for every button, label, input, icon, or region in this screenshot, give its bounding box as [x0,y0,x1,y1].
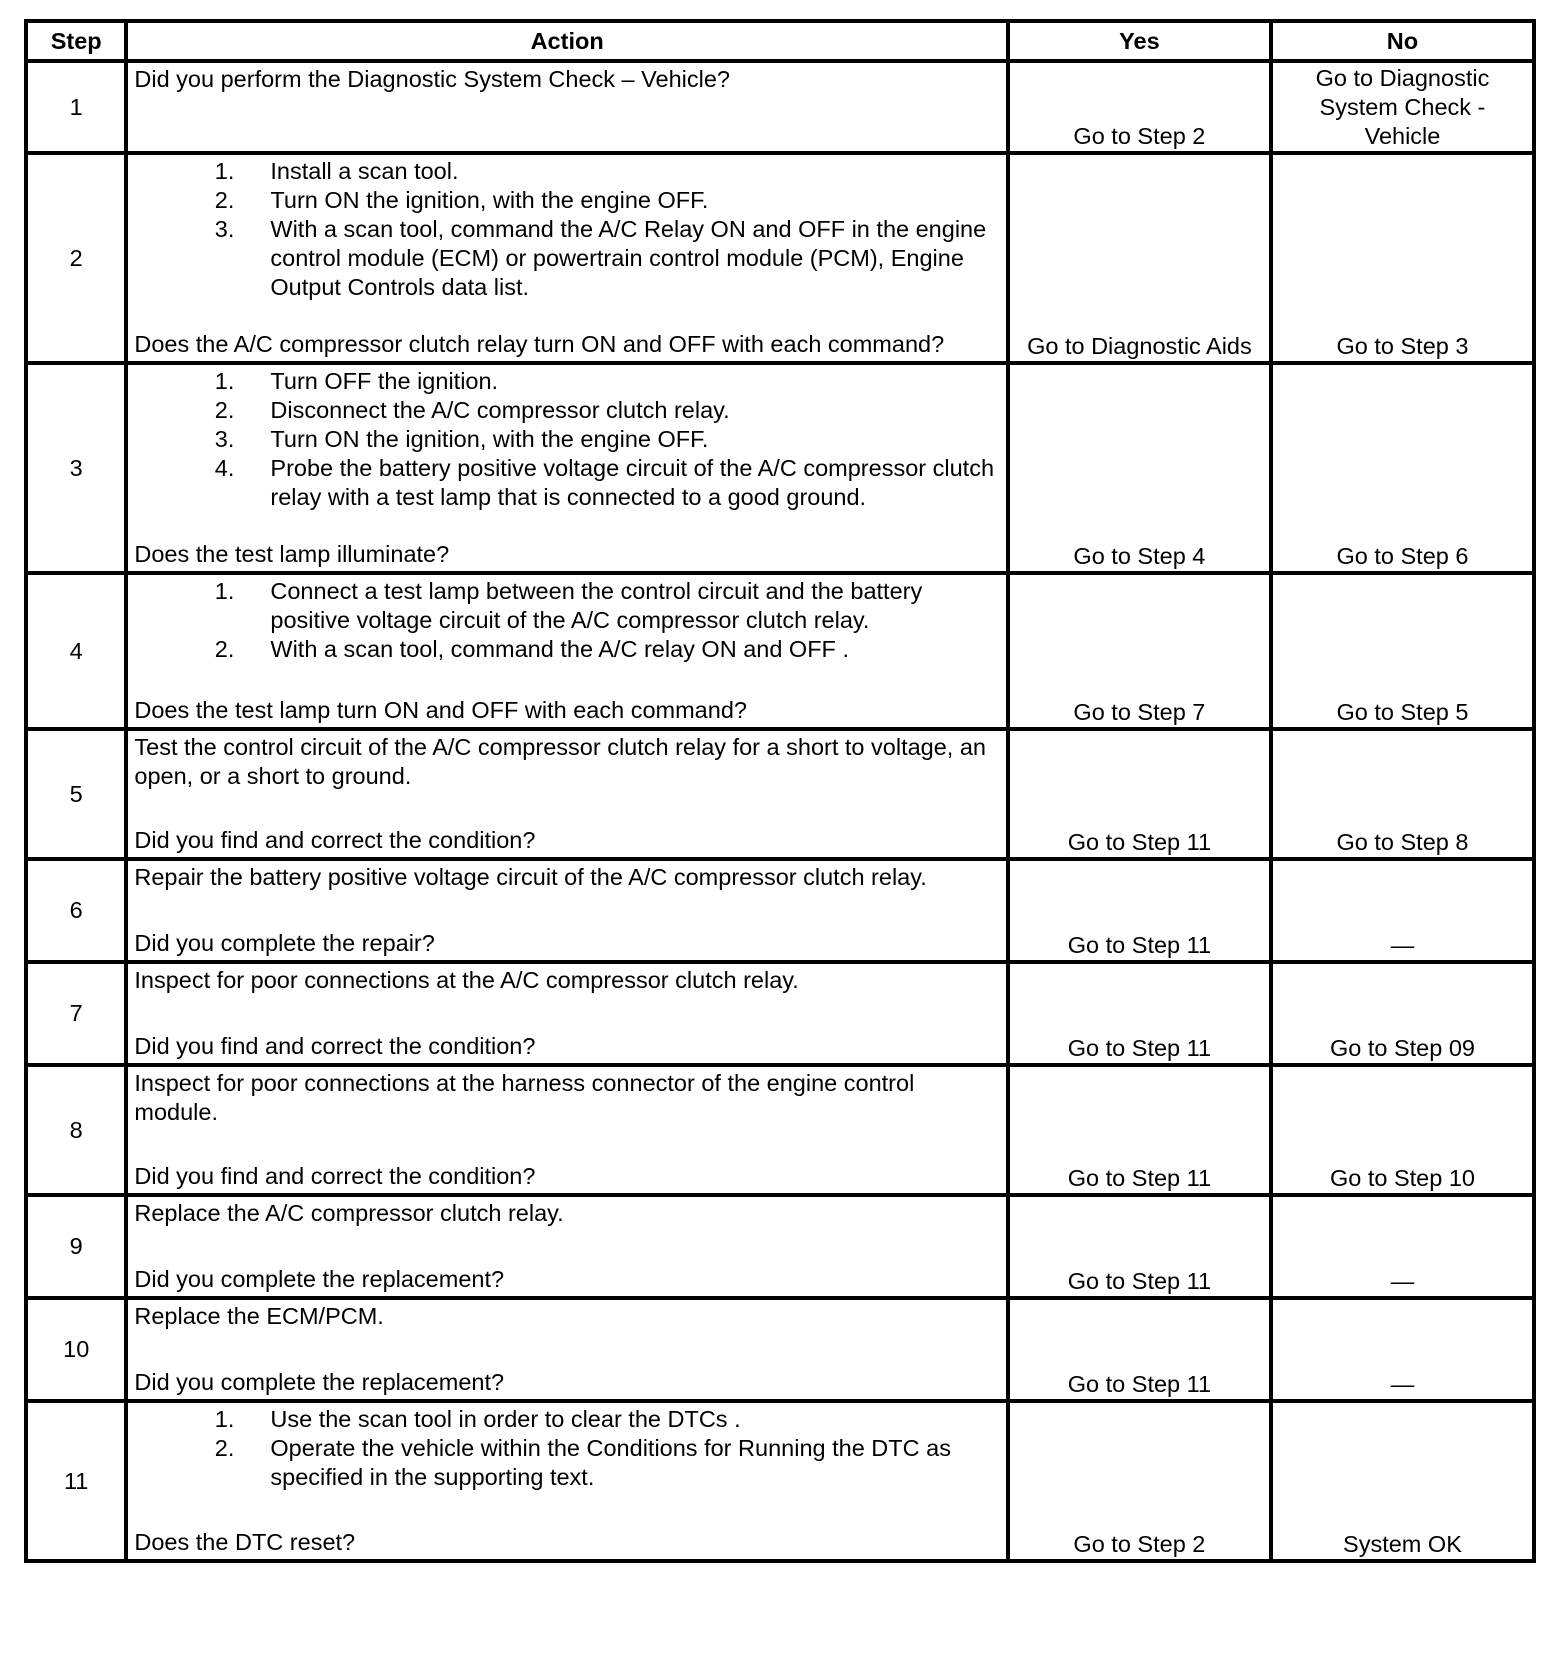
step-number: 8 [26,1065,126,1195]
procedure-item [134,425,1000,454]
procedure-item-text: Operate the vehicle within the Conditions for Running the DTC as specified in the supporting text. [270,1435,951,1490]
procedure-item-number: 2. [214,187,235,213]
table-row [26,363,1534,573]
step-number: 3 [26,363,126,573]
procedure-item [134,367,1000,396]
procedure-item [134,215,1000,302]
no-result: — [1271,1298,1534,1401]
action-question: Does the DTC reset? [134,1529,356,1555]
no-result: Go to Step 6 [1271,363,1534,573]
action-question: Does the test lamp turn ON and OFF with each command? [134,697,747,723]
yes-result: Go to Step 7 [1008,573,1271,729]
yes-result: Go to Step 11 [1008,962,1271,1065]
header-yes: Yes [1008,21,1271,61]
diagnostic-table [24,19,1536,1563]
action-instruction: Repair the battery positive voltage circuit of the A/C compressor clutch relay. [134,864,927,890]
yes-result: Go to Step 2 [1008,61,1271,153]
action-instruction: Inspect for poor connections at the A/C compressor clutch relay. [134,967,799,993]
header-no: No [1271,21,1534,61]
action-cell [126,1298,1008,1401]
action-question: Did you complete the repair? [134,930,435,956]
procedure-item-text: With a scan tool, command the A/C Relay ON and OFF in the engine control module (ECM) or powertrain control module (PCM), Engine Output Controls data list. [270,216,987,300]
no-result: Go to Step 5 [1271,573,1534,729]
yes-result: Go to Step 11 [1008,729,1271,859]
step-number: 11 [26,1401,126,1561]
step-number: 10 [26,1298,126,1401]
action-instruction: Test the control circuit of the A/C compressor clutch relay for a short to voltage, an open, or a short to ground. [134,734,987,789]
header-row [26,21,1534,61]
table-row [26,1401,1534,1561]
table-row [26,859,1534,962]
procedure-list [134,1405,1000,1492]
procedure-item-number: 4. [214,455,235,481]
action-cell [126,573,1008,729]
action-cell [126,153,1008,363]
procedure-item-number: 2. [214,636,235,662]
procedure-item [134,1405,1000,1434]
no-result: Go to Step 10 [1271,1065,1534,1195]
table-row [26,153,1534,363]
procedure-item-text: Turn ON the ignition, with the engine OFF. [270,426,709,452]
action-instruction: Inspect for poor connections at the harness connector of the engine control module. [134,1070,915,1125]
procedure-item-number: 1. [214,1406,235,1432]
table-row [26,1298,1534,1401]
action-question: Did you find and correct the condition? [134,1033,536,1059]
action-instruction: Replace the A/C compressor clutch relay. [134,1200,564,1226]
yes-result: Go to Step 11 [1008,1065,1271,1195]
step-number: 1 [26,61,126,153]
procedure-list [134,157,1000,302]
table-row [26,1195,1534,1298]
table-row [26,729,1534,859]
procedure-item-text: With a scan tool, command the A/C relay ON and OFF . [270,636,849,662]
procedure-item-number: 1. [214,158,235,184]
yes-result: Go to Step 4 [1008,363,1271,573]
action-cell [126,729,1008,859]
procedure-item-number: 1. [214,578,235,604]
action-cell [126,962,1008,1065]
procedure-item-text: Install a scan tool. [270,158,459,184]
procedure-item [134,1434,1000,1492]
action-question: Did you complete the replacement? [134,1266,505,1292]
procedure-item-text: Disconnect the A/C compressor clutch relay. [270,397,730,423]
action-cell [126,61,1008,153]
action-cell [126,1401,1008,1561]
step-number: 4 [26,573,126,729]
table-row [26,1065,1534,1195]
action-cell [126,1065,1008,1195]
step-number: 5 [26,729,126,859]
procedure-item-text: Connect a test lamp between the control circuit and the battery positive voltage circuit of the A/C compressor clutch relay. [270,578,923,633]
step-number: 2 [26,153,126,363]
yes-result: Go to Step 11 [1008,1298,1271,1401]
procedure-item [134,577,1000,635]
no-result: Go to Step 3 [1271,153,1534,363]
action-cell [126,1195,1008,1298]
procedure-list [134,367,1000,512]
procedure-item-text: Probe the battery positive voltage circuit of the A/C compressor clutch relay with a test lamp that is connected to a good ground. [270,455,995,510]
procedure-item [134,186,1000,215]
action-question: Did you find and correct the condition? [134,827,536,853]
step-number: 9 [26,1195,126,1298]
action-question: Did you find and correct the condition? [134,1163,536,1189]
no-result: System OK [1271,1401,1534,1561]
procedure-item [134,396,1000,425]
table-row [26,573,1534,729]
no-result: Go to Step 8 [1271,729,1534,859]
no-result: Go to Diagnostic System Check - Vehicle [1271,61,1534,153]
action-cell [126,363,1008,573]
step-number: 7 [26,962,126,1065]
procedure-list [134,577,1000,664]
no-result: — [1271,859,1534,962]
procedure-item-number: 2. [214,1435,235,1461]
yes-result: Go to Step 11 [1008,1195,1271,1298]
procedure-item-number: 3. [214,426,235,452]
yes-result: Go to Step 11 [1008,859,1271,962]
action-question: Does the A/C compressor clutch relay turn ON and OFF with each command? [134,331,945,357]
procedure-item-number: 3. [214,216,235,242]
yes-result: Go to Step 2 [1008,1401,1271,1561]
table-row [26,61,1534,153]
procedure-item-text: Turn ON the ignition, with the engine OFF. [270,187,709,213]
table-row [26,962,1534,1065]
action-question: Does the test lamp illuminate? [134,541,450,567]
procedure-item-text: Turn OFF the ignition. [270,368,499,394]
no-result: Go to Step 09 [1271,962,1534,1065]
procedure-item-number: 2. [214,397,235,423]
procedure-item-number: 1. [214,368,235,394]
header-action: Action [126,21,1008,61]
action-cell [126,859,1008,962]
action-instruction: Replace the ECM/PCM. [134,1303,384,1329]
procedure-item [134,454,1000,512]
procedure-item [134,157,1000,186]
procedure-item [134,635,1000,664]
procedure-item-text: Use the scan tool in order to clear the DTCs . [270,1406,741,1432]
step-number: 6 [26,859,126,962]
action-question: Did you complete the replacement? [134,1369,505,1395]
header-step: Step [26,21,126,61]
no-result: — [1271,1195,1534,1298]
action-instruction: Did you perform the Diagnostic System Check – Vehicle? [134,66,731,92]
yes-result: Go to Diagnostic Aids [1008,153,1271,363]
